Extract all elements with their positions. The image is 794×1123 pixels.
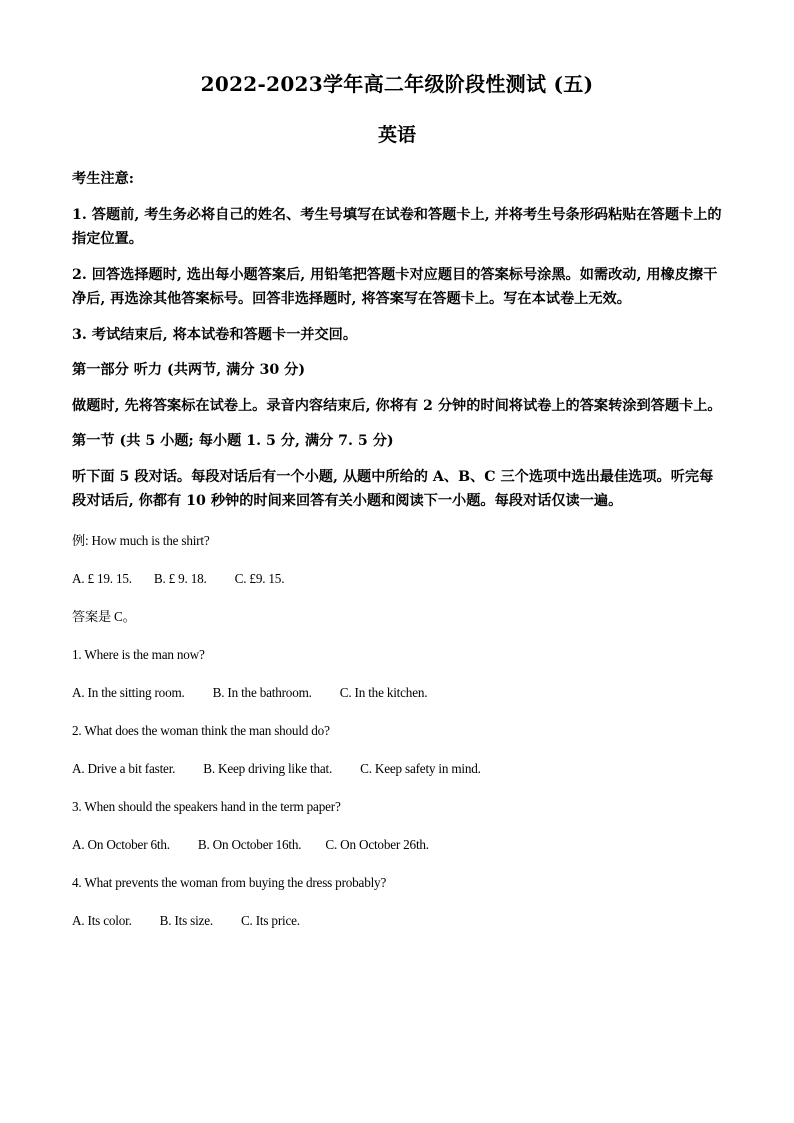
q3-option-b: B. On October 16th. — [197, 836, 302, 852]
q4-option-c: C. Its price. — [240, 912, 300, 928]
q1-option-a: A. In the sitting room. — [72, 684, 185, 700]
example-options — [72, 569, 722, 589]
q4-option-a: A. Its color. — [72, 912, 132, 928]
part1-instruction: 做题时, 先将答案标在试卷上。录音内容结束后, 你将有 2 分钟的时间将试卷上的答案转涂到答题卡上。 — [72, 397, 722, 414]
question-3-options — [72, 835, 722, 855]
notice-heading: 考生注意: — [72, 171, 134, 187]
exam-page — [72, 70, 722, 931]
question-3: 3. When should the speakers hand in the term paper? — [72, 798, 341, 814]
q2-option-b: B. Keep driving like that. — [203, 760, 333, 776]
q1-option-c: C. In the kitchen. — [339, 684, 428, 700]
q1-option-b: B. In the bathroom. — [212, 684, 312, 700]
notice-item-3: 3. 考试结束后, 将本试卷和答题卡一并交回。 — [72, 326, 358, 343]
notice-item-2: 2. 回答选择题时, 选出每小题答案后, 用铅笔把答题卡对应题目的答案标号涂黑。如需改动, 用橡皮擦干净后, 再选涂其他答案标号。回答非选择题时, 将答案写在答题卡上。写在本试卷上无效。 — [72, 266, 718, 307]
example-option-c: C. £9. 15. — [234, 570, 285, 586]
exam-title: 2022-2023学年高二年级阶段性测试 (五) — [200, 72, 594, 96]
question-2: 2. What does the woman think the man should do? — [72, 722, 330, 738]
question-2-options — [72, 759, 722, 779]
question-4-options — [72, 911, 722, 931]
part1-heading: 第一部分 听力 (共两节, 满分 30 分) — [72, 362, 306, 378]
q3-option-a: A. On October 6th. — [72, 836, 170, 852]
subject-title: 英语 — [377, 124, 416, 146]
example-option-b: B. £ 9. 18. — [153, 570, 207, 586]
question-1: 1. Where is the man now? — [72, 646, 205, 662]
q2-option-a: A. Drive a bit faster. — [72, 760, 176, 776]
notice-item-1: 1. 答题前, 考生务必将自己的姓名、考生号填写在试卷和答题卡上, 并将考生号条形码粘贴在答题卡上的指定位置。 — [72, 206, 722, 247]
question-4: 4. What prevents the woman from buying the dress probably? — [72, 874, 387, 890]
section1-instruction: 听下面 5 段对话。每段对话后有一个小题, 从题中所给的 A、B、C 三个选项中选出最佳选项。听完每段对话后, 你都有 10 秒钟的时间来回答有关小题和阅读下一小题。每段对话仅读一遍。 — [72, 468, 714, 509]
q4-option-b: B. Its size. — [159, 912, 213, 928]
section1-heading: 第一节 (共 5 小题; 每小题 1. 5 分, 满分 7. 5 分) — [72, 433, 394, 449]
q3-option-c: C. On October 26th. — [325, 836, 429, 852]
example-answer: 答案是 C。 — [72, 608, 136, 624]
question-1-options — [72, 683, 722, 703]
q2-option-c: C. Keep safety in mind. — [360, 760, 481, 776]
example-option-a: A. £ 19. 15. — [72, 570, 132, 586]
example-question: 例: How much is the shirt? — [72, 532, 210, 548]
